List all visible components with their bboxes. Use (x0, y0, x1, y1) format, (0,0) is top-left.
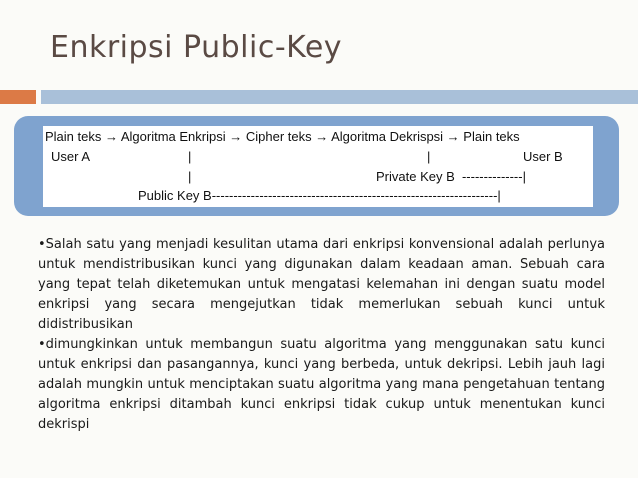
diagram-user-b: User B (523, 149, 563, 164)
diagram-user-a: User A (51, 149, 91, 164)
diagram-pipe-2: | (427, 149, 431, 164)
accent-bar-orange (0, 90, 36, 104)
diagram-flow-line: Plain teks → Algoritma Enkripsi → Cipher teks → Algoritma Dekrispsi → Plain teks (45, 129, 520, 144)
slide-title: Enkripsi Public-Key (50, 30, 343, 65)
diagram-public-key-b: Public Key B------------------------------------------------------------------| (138, 188, 501, 203)
slide-body (38, 235, 605, 435)
diagram-private-key-b: Private Key B --------------| (376, 169, 526, 184)
body-paragraph-2: •dimungkinkan untuk membangun suatu algoritma yang menggunakan satu kunci untuk enkripsi dan pasangannya, kunci yang berbeda, untuk dekripsi. Lebih jauh lagi adalah mungkin untuk menciptakan suatu algoritma yang mana pengetahuan tentang algoritma enkripsi ditambah kunci enkripsi tidak cukup untuk menentukan kunci dekrispi (38, 337, 605, 432)
encryption-flow-diagram (43, 126, 593, 207)
diagram-pipe-3: | (188, 169, 192, 184)
diagram-pipe-1: | (188, 149, 192, 164)
accent-bar-blue (41, 90, 638, 104)
body-paragraph-1: •Salah satu yang menjadi kesulitan utama dari enkripsi konvensional adalah perlunya untuk mendistribusikan kunci yang digunakan dalam keadaan aman. Sebuah cara yang tepat telah diketemukan untuk mengatasi kelemahan ini dengan suatu model enkripsi yang secara mengejutkan tidak memerlukan sebuah kunci untuk didistribusikan (38, 237, 605, 332)
